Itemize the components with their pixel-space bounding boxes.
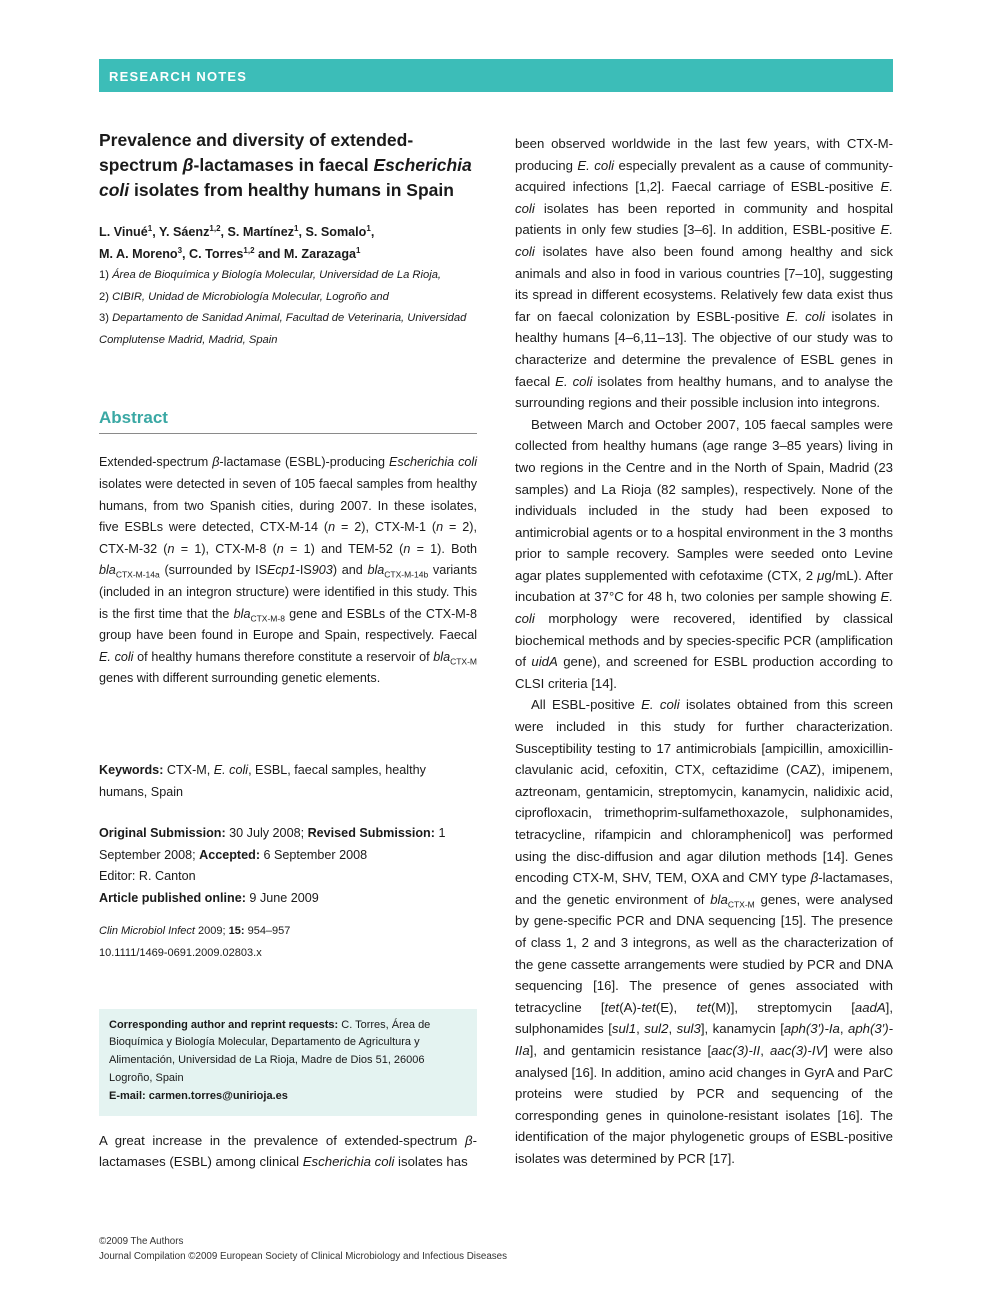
journal-compilation-line: Journal Compilation ©2009 European Society of Clinical Microbiology and Infectious Diseases <box>99 1251 508 1262</box>
affiliation: 3) Departamento de Sanidad Animal, Facultad de Veterinaria, Universidad Complutense Madrid, Madrid, Spain <box>99 312 467 346</box>
email-link[interactable]: carmen.torres@unirioja.es <box>145 1089 288 1102</box>
affiliation: 2) CIBIR, Unidad de Microbiología Molecular, Logroño and <box>99 290 389 303</box>
article-title: Prevalence and diversity of extended-spectrum β-lactamases in faecal Escherichia coli isolates from healthy humans in Spain <box>99 130 472 200</box>
corresponding-author-box: Corresponding author and reprint requests: C. Torres, Área de Bioquímica y Biología Molecular, Departamento de Agricultura y Alimentación, Universidad de La Rioja, Madre de Dios 51, 26006 Logroño, Spain E-mail: carmen.torres@unirioja.es <box>99 1009 477 1116</box>
author-list: L. Vinué$^1$, Y. Sáenz$^{1,2}$, S. Martínez$^1$, S. Somalo$^1$, M. A. Moreno$^3$, C. Torres$^{1,2}$ and M. Zarazaga$^1$ <box>99 223 375 261</box>
section-label: RESEARCH NOTES <box>109 69 248 84</box>
abstract-text: Extended-spectrum β-lactamase (ESBL)-producing Escherichia coli isolates were detected in seven of 105 faecal samples from healthy humans, from two Spanish cities, during 2007. In these isolates, five ESBLs were detected, CTX-M-14 (n = 2), CTX-M-1 (n = 2), CTX-M-32 (n = 1), CTX-M-8 (n = 1) and TEM-52 (n = 1). Both bla$_{CTX-M-14a}$ (surrounded by ISEcp1-IS903) and bla$_{CTX-M-14b}$ variants (included in an integron structure) were identified in this study. This is the first time that the bla$_{CTX-M-8}$ gene and ESBLs of the CTX-M-8 group have been found in Europe and Spain, respectively. Faecal E. coli of healthy humans therefore constitute a reservoir of bla$_{CTX-M}$ genes with different surrounding genetic elements. <box>99 455 478 686</box>
right-column <box>515 133 893 1170</box>
abstract-heading: Abstract <box>99 406 477 434</box>
citation: Clin Microbiol Infect 2009; 15: 954–957 10.1111/1469-0691.2009.02803.x <box>99 925 291 960</box>
submission-dates: Original Submission: 30 July 2008; Revised Submission: 1 September 2008; Accepted: 6 September 2008 Editor: R. Canton Article published online: 9 June 2009 <box>99 826 446 905</box>
copyright-line: ©2009 The Authors <box>99 1236 184 1247</box>
body-paragraph: Between March and October 2007, 105 faecal samples were collected from healthy humans (age range 3–85 years) living in two regions in the Centre and in the North of Spain, Madrid (23 samples) and La Rioja (82 samples), respectively. None of the individuals included in the study had been exposed to antimicrobial agents or to a hospital environment in the 3 months prior to sample recovery. Samples were seeded onto Levine agar plates supplemented with cefotaxime (CTX, 2 μg/mL). After incubation at 37°C for 48 h, two colonies per sample showing E. coli morphology were recovered, identified by classical biochemical methods and by species-specific PCR (amplification of uidA gene), and screened for ESBL production according to CLSI criteria [14]. <box>515 416 894 691</box>
keywords: Keywords: CTX-M, E. coli, ESBL, faecal samples, healthy humans, Spain <box>99 762 426 799</box>
page-footer <box>99 1234 507 1264</box>
affiliation: 1) Área de Bioquímica y Biología Molecular, Universidad de La Rioja, <box>99 269 442 281</box>
doi: 10.1111/1469-0691.2009.02803.x <box>99 947 262 960</box>
section-banner <box>99 59 893 92</box>
intro-paragraph: A great increase in the prevalence of extended-spectrum β-lactamases (ESBL) among clinical Escherichia coli isolates has <box>99 1132 477 1170</box>
editor: Editor: R. Canton <box>99 869 196 884</box>
left-column <box>99 128 477 1173</box>
body-paragraph: All ESBL-positive E. coli isolates obtained from this screen were included in this study for further characterization. Susceptibility testing to 17 antimicrobials [ampicillin, amoxicillin-clavulanic acid, cefoxitin, CTX, ceftazidime (CAZ), imipenem, aztreonam, gentamicin, streptomycin, kanamycin, nalidixic acid, ciprofloxacin, trimethoprim-sulfamethoxazole, sulphonamides, tetracycline, rifampicin and chloramphenicol] was performed using the disc-diffusion and agar dilution methods [14]. Genes encoding CTX-M, SHV, TEM, OXA and CMY type β-lactamases, and the genetic environment of bla$_{CTX-M}$ genes, were analysed by gene-specific PCR and DNA sequencing [15]. The presence of class 1, 2 and 3 integrons, as well as the characterization of the gene cassette arrangements were studied by PCR and DNA sequencing [16]. The presence of genes associated with tetracycline [tet(A)-tet(E), tet(M)], streptomycin [aadA], sulphonamides [sul1, sul2, sul3], kanamycin [aph(3′)-Ia, aph(3′)-IIa], and gentamicin resistance [aac(3)-II, aac(3)-IV] were also analysed [16]. In addition, amino acid changes in GyrA and ParC proteins were studied by PCR and sequencing of the corresponding genes in quinolone-resistant isolates [16]. The identification of the major phylogenetic groups of ESBL-positive isolates was determined by PCR [17]. <box>515 697 894 1166</box>
affiliation-list <box>99 265 477 351</box>
body-paragraph: been observed worldwide in the last few years, with CTX-M-producing E. coli especially prevalent as a cause of community-acquired infections [1,2]. Faecal carriage of ESBL-positive E. coli isolates has been reported in community and hospital patients in only few studies [3–6]. In addition, ESBL-positive E. coli isolates have also been found among healthy and sick animals and also in food in various countries [7–10], suggesting its spread in different ecosystems. Relatively few data exist thus far on faecal colonization by ESBL-positive E. coli isolates in healthy humans [4–6,11–13]. The objective of our study was to characterize and determine the prevalence of ESBL genes in faecal E. coli isolates from healthy humans, and to analyse the surrounding regions and their possible inclusion into integrons. <box>515 136 894 411</box>
